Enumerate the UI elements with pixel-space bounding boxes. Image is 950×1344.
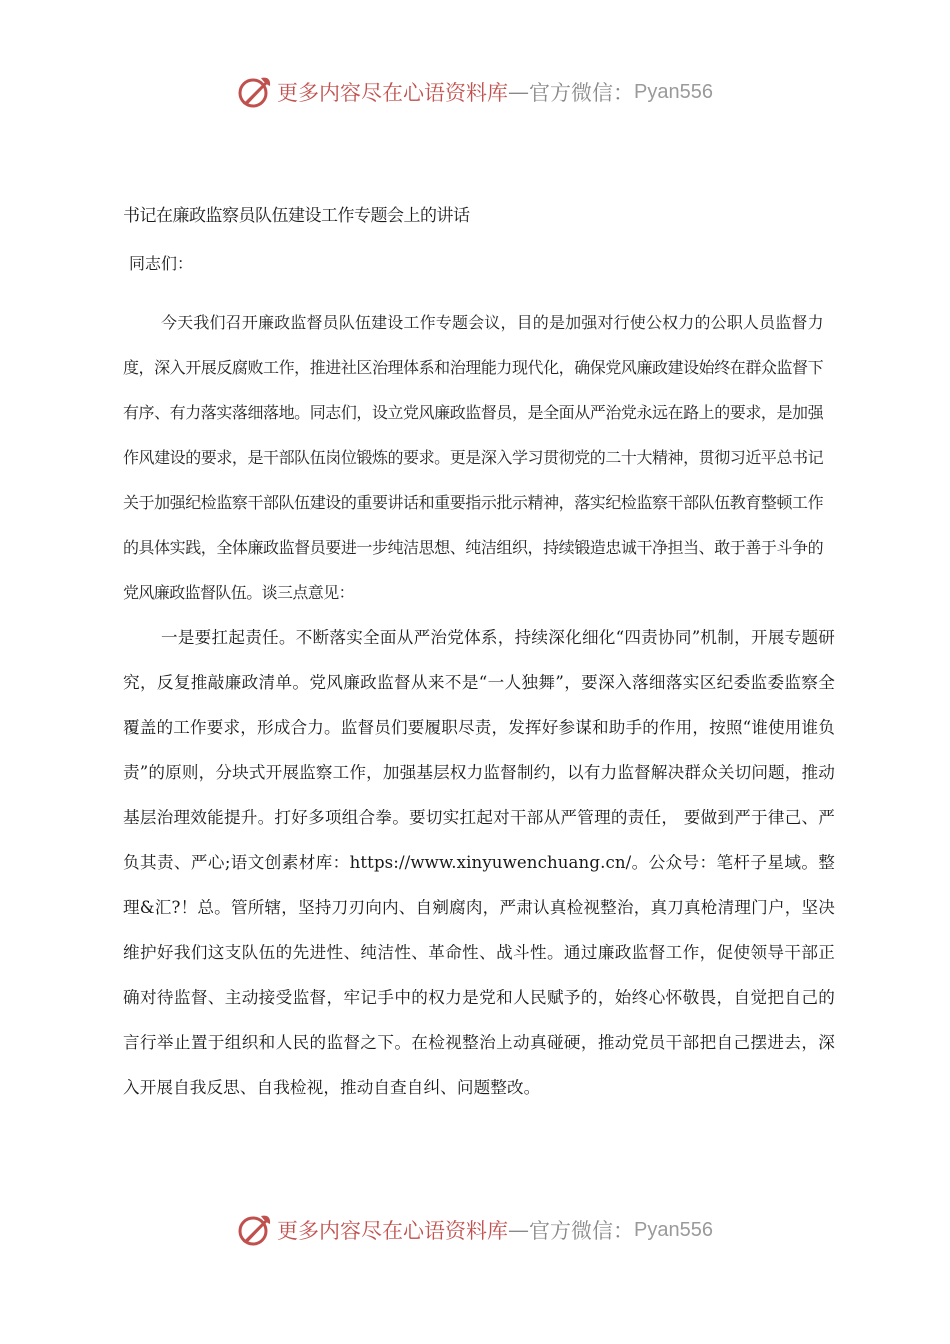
document-body: [123, 196, 835, 1110]
banner-wechat-id: Pyan556: [634, 80, 713, 103]
paragraph-point-one: 一是要扛起责任。不断落实全面从严治党体系，持续深化细化“四责协同”机制，开展专题研究，反复推敲廉政清单。党风廉政监督从来不是“一人独舞”，要深入落细落实区纪委监委监察全覆盖的工作要求，形成合力。监督员们要履职尽责，发挥好参谋和助手的作用，按照“谁使用谁负责”的原则，分块式开展监察工作，加强基层权力监督制约，以有力监督解决群众关切问题，推动基层治理效能提升。打好多项组合拳。要切实扛起对干部从严管理的责任， 要做到严于律己、严负其责、严心;语文创素材库：https://www.xinyuwenchuang.cn/。公众号：笔杆子星域。整理&汇?！总。管所辖，坚持刀刃向内、自剜腐肉，严肃认真检视整治，真刀真枪清理门户，坚决维护好我们这支队伍的先进性、纯洁性、革命性、战斗性。通过廉政监督工作，促使领导干部正确对待监督、主动接受监督，牢记手中的权力是党和人民赋予的，始终心怀敬畏，自觉把自己的言行举止置于组织和人民的监督之下。在检视整治上动真碰硬，推动党员干部把自己摆进去，深入开展自我反思、自我检视，推动自查自纠、问题整改。: [123, 628, 835, 1097]
paragraph-intro: 今天我们召开廉政监督员队伍建设工作专题会议，目的是加强对行使公权力的公职人员监督力度，深入开展反腐败工作，推进社区治理体系和治理能力现代化，确保党风廉政建设始终在群众监督下有序、有力落实落细落地。同志们，设立党风廉政监督员，是全面从严治党永远在路上的要求，是加强作风建设的要求，是干部队伍岗位锻炼的要求。更是深入学习贯彻党的二十大精神，贯彻习近平总书记关于加强纪检监察干部队伍建设的重要讲话和重要指示批示精神，落实纪检监察干部队伍教育整顿工作的具体实践，全体廉政监督员要进一步纯洁思想、纯洁组织，持续锻造忠诚干净担当、敢于善于斗争的党风廉政监督队伍。谈三点意见：: [123, 313, 823, 602]
banner-middle: 官方微信：: [529, 1219, 635, 1243]
banner-dash: —: [508, 1218, 530, 1242]
banner-text: [277, 1215, 713, 1245]
banner-prefix: 更多内容尽在心语资料库: [277, 1219, 509, 1243]
quill-logo-icon: [237, 1212, 273, 1248]
document-title: 书记在廉政监察员队伍建设工作专题会上的讲话: [123, 206, 470, 226]
header-banner: [0, 70, 950, 114]
banner-middle: 官方微信：: [529, 81, 635, 105]
footer-banner: [0, 1208, 950, 1252]
quill-logo-icon: [237, 74, 273, 110]
banner-text: [277, 77, 713, 107]
banner-prefix: 更多内容尽在心语资料库: [277, 81, 509, 105]
banner-wechat-id: Pyan556: [634, 1218, 713, 1241]
banner-dash: —: [508, 80, 530, 104]
salutation: 同志们：: [129, 254, 194, 273]
